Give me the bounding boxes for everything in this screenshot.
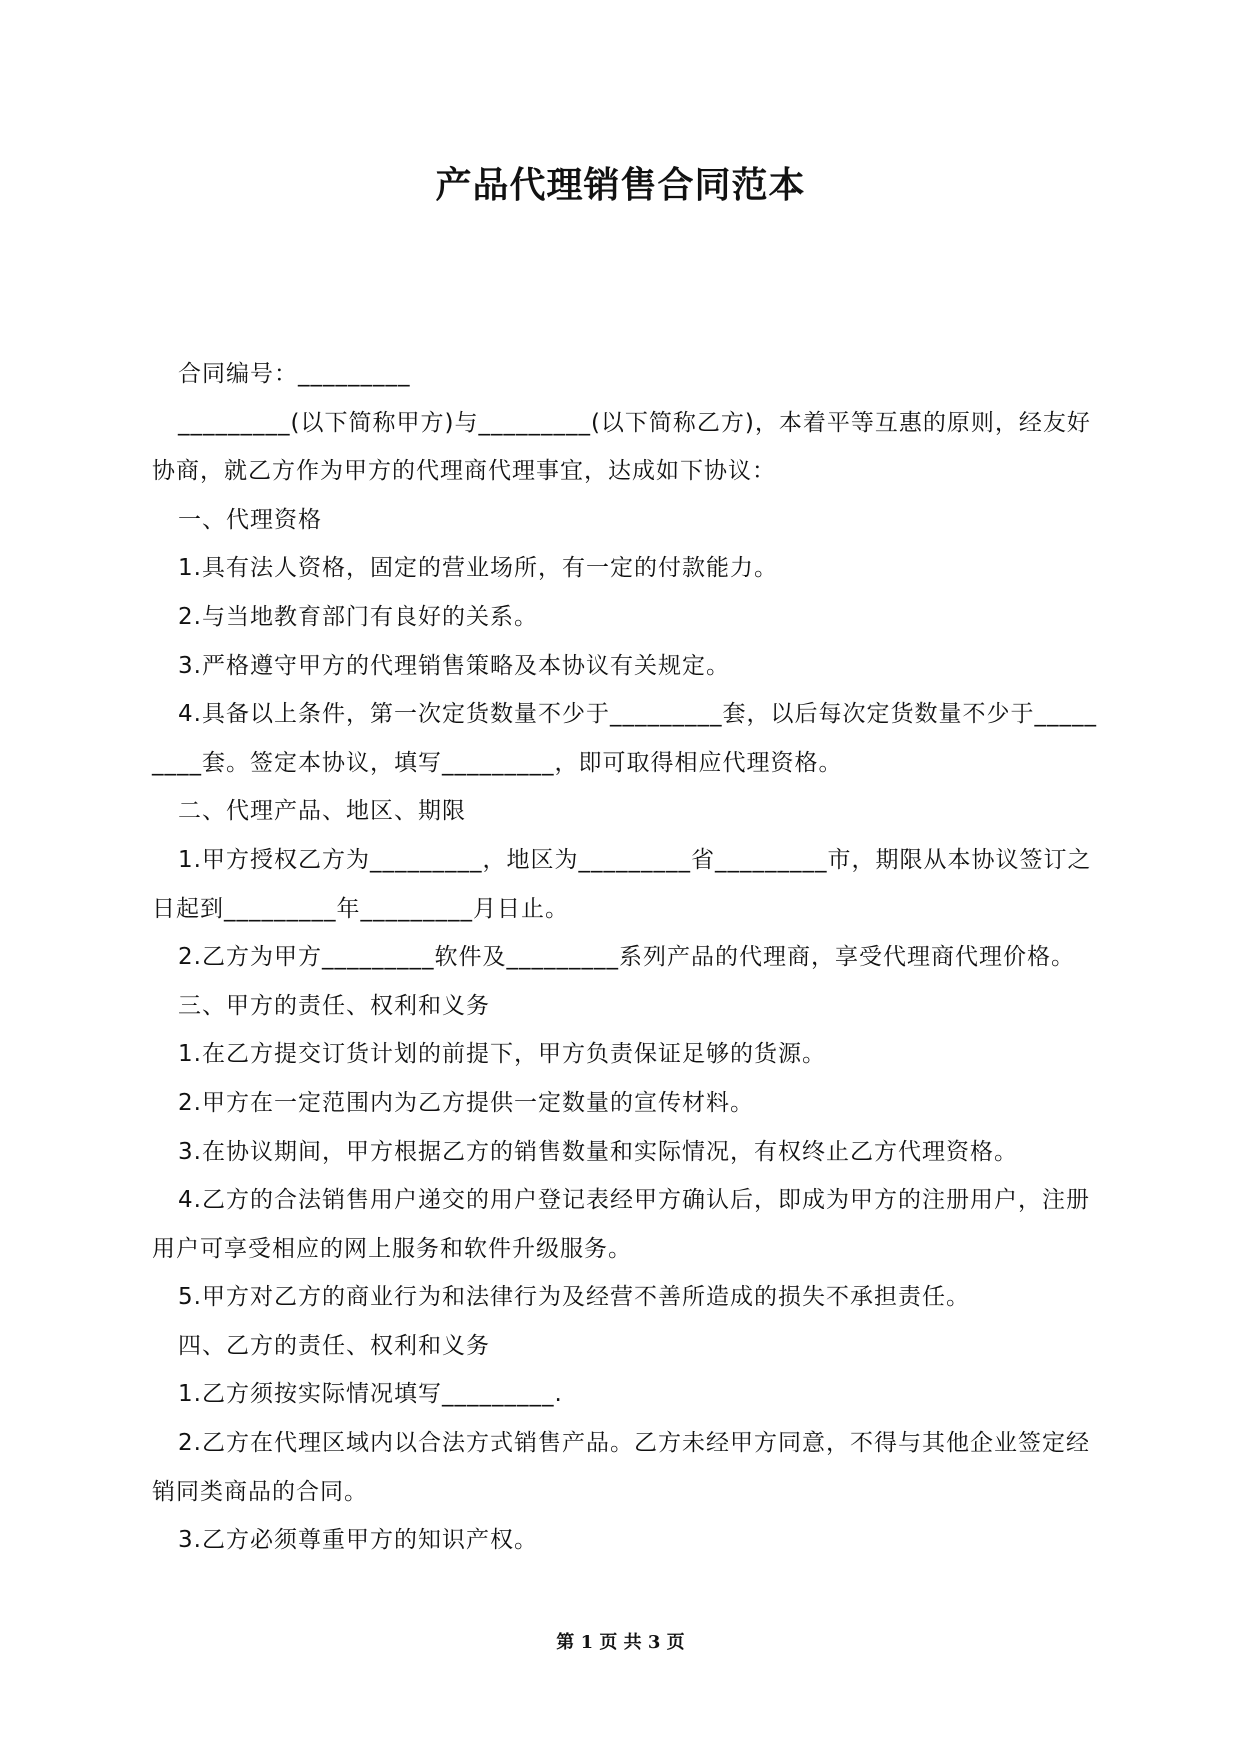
preamble-paragraph: _________(以下简称甲方)与_________(以下简称乙方)，本着平等互惠的原则，经友好协商，就乙方作为甲方的代理商代理事宜，达成如下协议： — [152, 409, 1091, 485]
clause-1-3: 3.严格遵守甲方的代理销售策略及本协议有关规定。 — [178, 652, 730, 679]
contract-number: 合同编号：_________ — [178, 361, 411, 387]
clause-4-1: 1.乙方须按实际情况填写_________. — [178, 1381, 563, 1408]
clause-3-1: 1.在乙方提交订货计划的前提下，甲方负责保证足够的货源。 — [178, 1041, 826, 1068]
page-number-footer: 第 1 页 共 3 页 — [556, 1632, 685, 1653]
clause-4-3: 3.乙方必须尊重甲方的知识产权。 — [178, 1527, 538, 1554]
clause-3-2: 2.甲方在一定范围内为乙方提供一定数量的宣传材料。 — [178, 1089, 754, 1116]
section-heading-2: 二、代理产品、地区、期限 — [178, 798, 466, 825]
clause-3-4: 4.乙方的合法销售用户递交的用户登记表经甲方确认后，即成为甲方的注册用户，注册用户可享受相应的网上服务和软件升级服务。 — [152, 1187, 1090, 1262]
section-heading-1: 一、代理资格 — [178, 506, 322, 533]
clause-4-2: 2.乙方在代理区域内以合法方式销售产品。乙方未经甲方同意，不得与其他企业签定经销同类商品的合同。 — [152, 1430, 1090, 1505]
clause-2-1: 1.甲方授权乙方为_________，地区为_________省_________市，期限从本协议签订之日起到_________年_________月日止。 — [152, 846, 1092, 922]
clause-2-2: 2.乙方为甲方_________软件及_________系列产品的代理商，享受代理商代理价格。 — [178, 944, 1075, 971]
document-body — [152, 350, 1102, 1565]
clause-1-1: 1.具有法人资格，固定的营业场所，有一定的付款能力。 — [178, 555, 778, 582]
clause-3-5: 5.甲方对乙方的商业行为和法律行为及经营不善所造成的损失不承担责任。 — [178, 1284, 970, 1311]
section-heading-3: 三、甲方的责任、权利和义务 — [178, 992, 490, 1019]
clause-1-2: 2.与当地教育部门有良好的关系。 — [178, 603, 538, 630]
clause-1-4: 4.具备以上条件，第一次定货数量不少于_________套，以后每次定货数量不少于_________套。签定本协议，填写_________，即可取得相应代理资格。 — [152, 701, 1097, 776]
clause-3-3: 3.在协议期间，甲方根据乙方的销售数量和实际情况，有权终止乙方代理资格。 — [178, 1138, 1018, 1165]
section-heading-4: 四、乙方的责任、权利和义务 — [178, 1332, 490, 1359]
document-title: 产品代理销售合同范本 — [435, 165, 806, 206]
